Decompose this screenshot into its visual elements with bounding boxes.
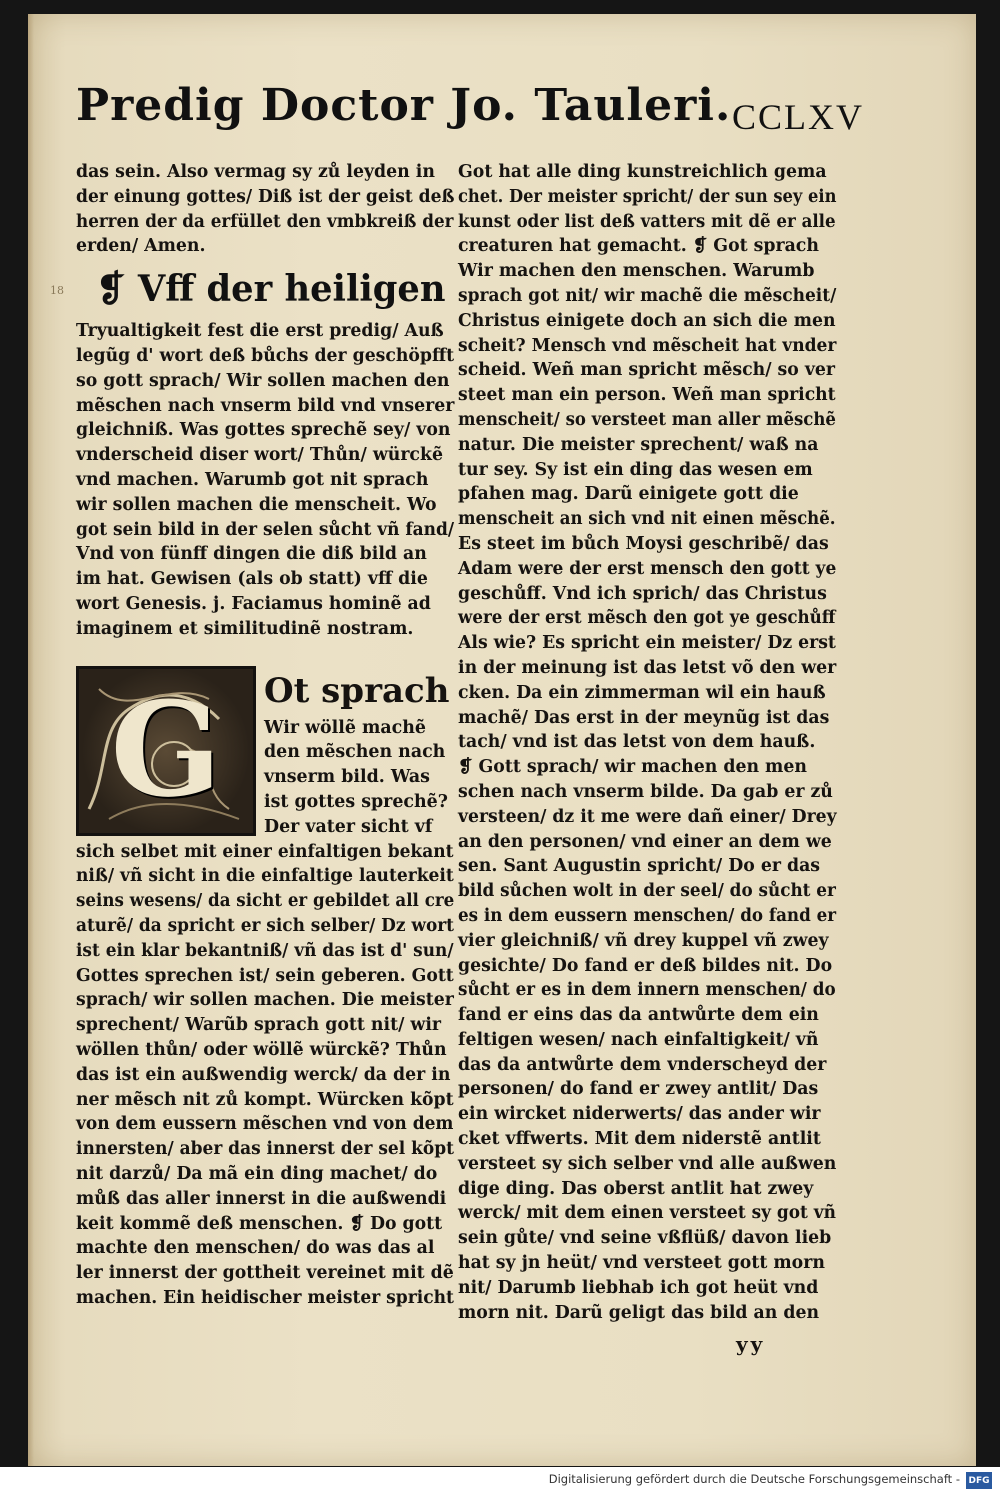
text-line: scheid. Weñ man spricht mẽsch/ so ver — [458, 360, 836, 381]
text-line: Tryualtigkeit fest die erst predig/ Auß — [76, 321, 444, 342]
text-line: machte den menschen/ do was das al — [76, 1238, 435, 1259]
text-line: ist ein klar bekantniß/ vñ das ist d' sun/ — [76, 940, 454, 961]
text-line: den mẽschen nach — [264, 742, 446, 763]
text-line: Wir wöllẽ machẽ — [264, 717, 426, 738]
text-line: Gottes sprechen ist/ sein geberen. Gott — [76, 965, 454, 986]
text-line: werck/ mit dem einen versteet sy got vñ — [458, 1203, 836, 1224]
text-line: vnderscheid diser wort/ Thůn/ würckẽ — [76, 445, 443, 466]
text-line: tur sey. Sy ist ein ding das wesen em — [458, 459, 813, 480]
signature-mark: yy — [736, 1332, 766, 1356]
text-line: ler innerst der gottheit vereinet mit dẽ — [76, 1263, 454, 1284]
text-line: menscheit an sich vnd nit einen mẽschẽ. — [458, 509, 836, 530]
text-line: Der vater sicht vf — [264, 816, 433, 837]
text-line: versteen/ dz it me were dañ einer/ Drey — [458, 806, 837, 827]
initial-side-text — [264, 666, 464, 840]
initial-letter: G — [110, 673, 222, 827]
text-line: Als wie? Es spricht ein meister/ Dz erst — [458, 633, 836, 654]
left-top-lines — [76, 160, 456, 259]
text-line: natur. Die meister sprechent/ waß na — [458, 434, 819, 455]
text-line: vier gleichniß/ vñ drey kuppel vñ zwey — [458, 930, 829, 951]
right-column — [458, 160, 838, 1325]
text-line: an den personen/ vnd einer an dem we — [458, 831, 832, 852]
text-line: got sein bild in der selen sůcht vñ fand/ — [76, 519, 455, 540]
text-line: niß/ vñ sicht in die einfaltige lauterkeit — [76, 866, 454, 887]
text-line: gesichte/ Do fand er deß bildes nit. Do — [458, 955, 833, 976]
left-column — [76, 160, 456, 1311]
book-page — [28, 14, 976, 1466]
text-line: steet man ein person. Weñ man spricht — [458, 385, 836, 406]
text-line: kunst oder list deß vatters mit dẽ er alle — [458, 211, 836, 232]
text-line: geschůff. Vnd ich sprich/ das Christus — [458, 583, 827, 604]
margin-number: 18 — [50, 284, 64, 297]
text-line: Vnd von fünff dingen die diß bild an — [76, 544, 427, 565]
running-head: Predig Doctor Jo. Tauleri. — [76, 80, 732, 131]
text-line: machẽ/ Das erst in der meynũg ist das — [458, 707, 830, 728]
text-line: nit/ Darumb liebhab ich got heüt vnd — [458, 1277, 819, 1298]
text-line: das sein. Also vermag sy zů leyden in — [76, 162, 435, 182]
text-line: feltigen wesen/ nach einfaltigkeit/ vñ — [458, 1029, 819, 1050]
text-line: herren der da erfüllet den vmbkreiß der — [76, 211, 454, 232]
text-line: sůcht er es in dem innern menschen/ do — [458, 980, 836, 1001]
text-line: das da antwůrte dem vnderscheyd der — [458, 1054, 827, 1075]
text-line: sein gůte/ vnd seine vßflüß/ davon lieb — [458, 1228, 832, 1249]
text-line: creaturen hat gemacht. ❡ Got sprach — [458, 236, 819, 257]
text-line: der einung gottes/ Diß ist der geist deß — [76, 186, 455, 207]
text-line: versteet sy sich selber vnd alle außwen — [458, 1153, 837, 1174]
text-line: mẽschen nach vnserm bild vnd vnserer — [76, 395, 455, 416]
text-line: schen nach vnserm bilde. Da gab er zů — [458, 781, 833, 802]
text-line: innersten/ aber das innerst der sel kõpt — [76, 1139, 454, 1160]
funding-note: Digitalisierung gefördert durch die Deutsche Forschungsgemeinschaft - — [548, 1472, 960, 1486]
page-gutter-shadow — [28, 14, 34, 1466]
text-line: im hat. Gewisen (als ob statt) vff die — [76, 569, 428, 590]
text-line: můß das aller innerst in die außwendi — [76, 1188, 447, 1209]
text-line: Es steet im bůch Moysi geschribẽ/ das — [458, 533, 829, 554]
dfg-logo-icon: DFG — [966, 1472, 992, 1489]
text-line: gleichniß. Was gottes sprechẽ sey/ von — [76, 420, 451, 441]
text-line: morn nit. Darũ geligt das bild an den — [458, 1302, 820, 1323]
text-line: sprechent/ Warũb sprach gott nit/ wir — [76, 1015, 442, 1036]
text-line: fand er eins das da antwůrte dem ein — [458, 1005, 819, 1026]
text-line: sen. Sant Augustin spricht/ Do er das — [458, 856, 821, 877]
text-line: machen. Ein heidischer meister spricht — [76, 1287, 454, 1308]
text-line: pfahen mag. Darũ einigete gott die — [458, 484, 799, 505]
text-line: tach/ vnd ist das letst von dem hauß. — [458, 732, 816, 753]
text-line: wir sollen machen die menscheit. Wo — [76, 494, 437, 515]
right-body-lines — [458, 160, 838, 1325]
text-line: vnd machen. Warumb got nit sprach — [76, 469, 429, 490]
text-line: vnserm bild. Was — [264, 767, 430, 788]
text-line: von dem eussern mẽschen vnd von dem — [76, 1114, 454, 1135]
text-line: sprach got nit/ wir machẽ die mẽscheit/ — [458, 285, 837, 306]
text-line: seins wesens/ da sicht er gebildet all cre — [76, 891, 455, 912]
text-line: dige ding. Das oberst antlit hat zwey — [458, 1178, 814, 1199]
heading-summary — [76, 319, 456, 641]
text-line: imaginem et similitudinẽ nostram. — [76, 618, 414, 639]
text-line: aturẽ/ da spricht er sich selber/ Dz wort — [76, 915, 455, 936]
text-line: hat sy jn heüt/ vnd versteet gott morn — [458, 1253, 825, 1274]
text-line: so gott sprach/ Wir sollen machen den — [76, 370, 450, 391]
text-line: chet. Der meister spricht/ der sun sey ein — [458, 186, 837, 207]
text-line: ein wircket niderwerts/ das ander wir — [458, 1104, 821, 1125]
text-line: sich selbet mit einer einfaltigen bekant — [76, 841, 454, 862]
text-line: ❡ Gott sprach/ wir machen den men — [458, 757, 807, 778]
text-line: menscheit/ so versteet man aller mẽschẽ — [458, 409, 836, 430]
initial-lines — [264, 716, 464, 840]
text-line: cket vffwerts. Mit dem niderstẽ antlit — [458, 1129, 821, 1150]
text-line: were der erst mẽsch den got ye geschůff — [458, 608, 836, 629]
text-line: ist gottes sprechẽ? — [264, 791, 448, 812]
text-line: Christus einigete doch an sich die men — [458, 310, 836, 331]
text-line: Adam were der erst mensch den gott ye — [458, 558, 837, 579]
text-line: ner mẽsch nit zů kompt. Würcken kõpt — [76, 1089, 454, 1110]
text-line: das ist ein außwendig werck/ da der in — [76, 1064, 451, 1085]
paragraph-gap — [76, 642, 456, 666]
text-line: personen/ do fand er zwey antlit/ Das — [458, 1079, 819, 1100]
text-line: Wir machen den menschen. Warumb — [458, 261, 815, 282]
text-line: nit darzů/ Da mã ein ding machet/ do — [76, 1163, 438, 1184]
left-body-lines — [76, 840, 456, 1311]
text-line: bild sůchen wolt in der seel/ do sůcht er — [458, 881, 836, 902]
text-line: erden/ Amen. — [76, 236, 206, 257]
text-line: es in dem eussern menschen/ do fand er — [458, 905, 837, 926]
folio-number: CCLXV — [731, 97, 864, 137]
text-line: wort Genesis. j. Faciamus hominẽ ad — [76, 593, 431, 614]
text-line: in der meinung ist das letst võ den wer — [458, 657, 837, 678]
initial-opening-words: Ot sprach — [264, 670, 450, 711]
text-line: keit kommẽ deß menschen. ❡ Do gott — [76, 1213, 443, 1234]
decorated-initial-block — [76, 666, 456, 840]
funding-footer — [0, 1467, 1000, 1495]
text-line: cken. Da ein zimmerman wil ein hauß — [458, 682, 826, 703]
text-line: scheit? Mensch vnd mẽscheit hat vnder — [458, 335, 837, 356]
text-line: sprach/ wir sollen machen. Die meister — [76, 990, 454, 1011]
woodcut-initial-frame — [76, 666, 256, 836]
section-heading: ❡ Vff der heiligen — [96, 268, 446, 311]
text-line: wöllen thůn/ oder wöllẽ würckẽ? Thůn — [76, 1039, 447, 1060]
text-line: Got hat alle ding kunstreichlich gema — [458, 162, 827, 182]
text-line: legũg d' wort deß bůchs der geschöpfft — [76, 345, 455, 366]
